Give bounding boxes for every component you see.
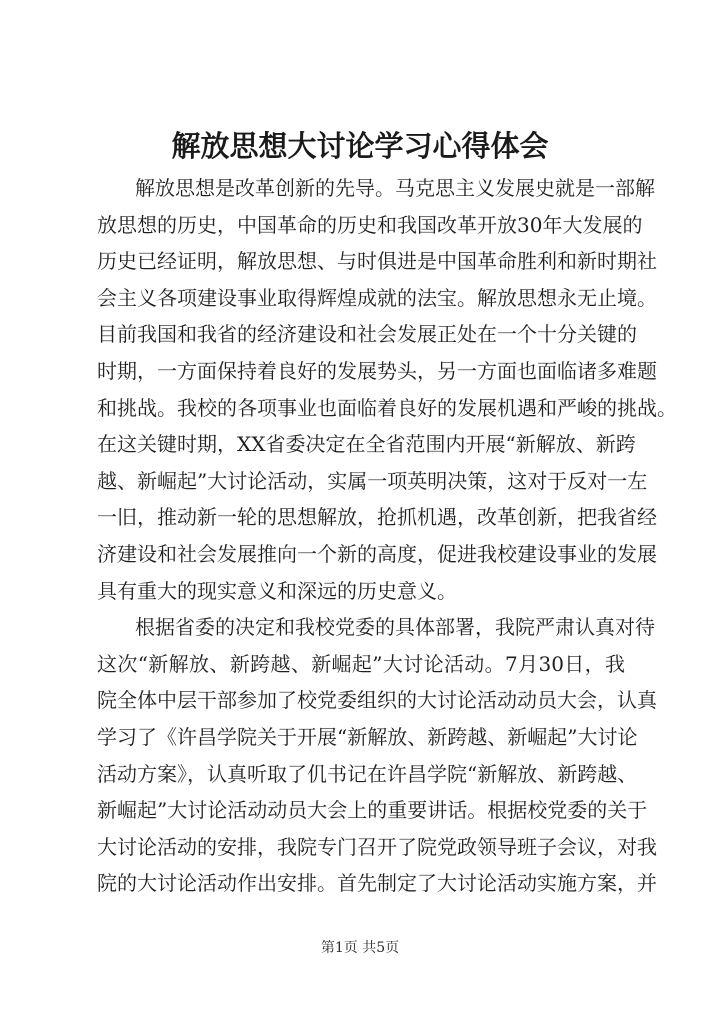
paragraph-line: 会主义各项建设事业取得辉煌成就的法宝。解放思想永无止境。 [97,285,657,310]
paragraph-line: 在这关键时期，XX省委决定在全省范围内开展“新解放、新跨 [97,432,636,457]
paragraph-line: 院全体中层干部参加了校党委组织的大讨论活动动员大会，认真 [97,688,657,713]
document-body [97,170,677,902]
paragraph-line: 和挑战。我校的各项事业也面临着良好的发展机遇和严峻的挑战。 [97,395,677,420]
paragraph-line: 大讨论活动的安排，我院专门召开了院党政领导班子会议，对我 [97,834,657,859]
paragraph-line: 时期，一方面保持着良好的发展势头，另一方面也面临诸多难题 [97,358,657,383]
paragraph-line: 历史已经证明，解放思想、与时俱进是中国革命胜利和新时期社 [97,249,657,274]
paragraph-line: 活动方案》，认真听取了仉书记在许昌学院“新解放、新跨越、 [97,761,638,786]
paragraph-line: 具有重大的现实意义和深远的历史意义。 [97,578,457,603]
paragraph-line: 解放思想是改革创新的先导。马克思主义发展史就是一部解 [135,176,655,200]
paragraph-line: 这次“新解放、新跨越、新崛起”大讨论活动。7月30日，我 [97,651,625,676]
paragraph-line: 一旧，推动新一轮的思想解放，抢抓机遇，改革创新，把我省经 [97,505,657,530]
paragraph-line: 学习了《许昌学院关于开展“新解放、新跨越、新崛起”大讨论 [97,724,638,749]
paragraph-line: 院的大讨论活动作出安排。首先制定了大讨论活动实施方案，并 [97,871,657,896]
paragraph-line: 根据省委的决定和我校党委的具体部署，我院严肃认真对待 [135,615,655,640]
paragraph-line: 目前我国和我省的经济建设和社会发展正处在一个十分关键的 [97,322,637,347]
paragraph-line: 放思想的历史，中国革命的历史和我国改革开放30年大发展的 [97,212,643,237]
paragraph-line: 济建设和社会发展推向一个新的高度，促进我校建设事业的发展 [97,541,657,566]
page-number: 第1页 共5页 [320,940,400,956]
document-title: 解放思想大讨论学习心得体会 [171,129,549,163]
paragraph-line: 新崛起”大讨论活动动员大会上的重要讲话。根据校党委的关于 [97,798,648,823]
paragraph-line: 越、新崛起”大讨论活动，实属一项英明决策，这对于反对一左 [97,468,648,493]
